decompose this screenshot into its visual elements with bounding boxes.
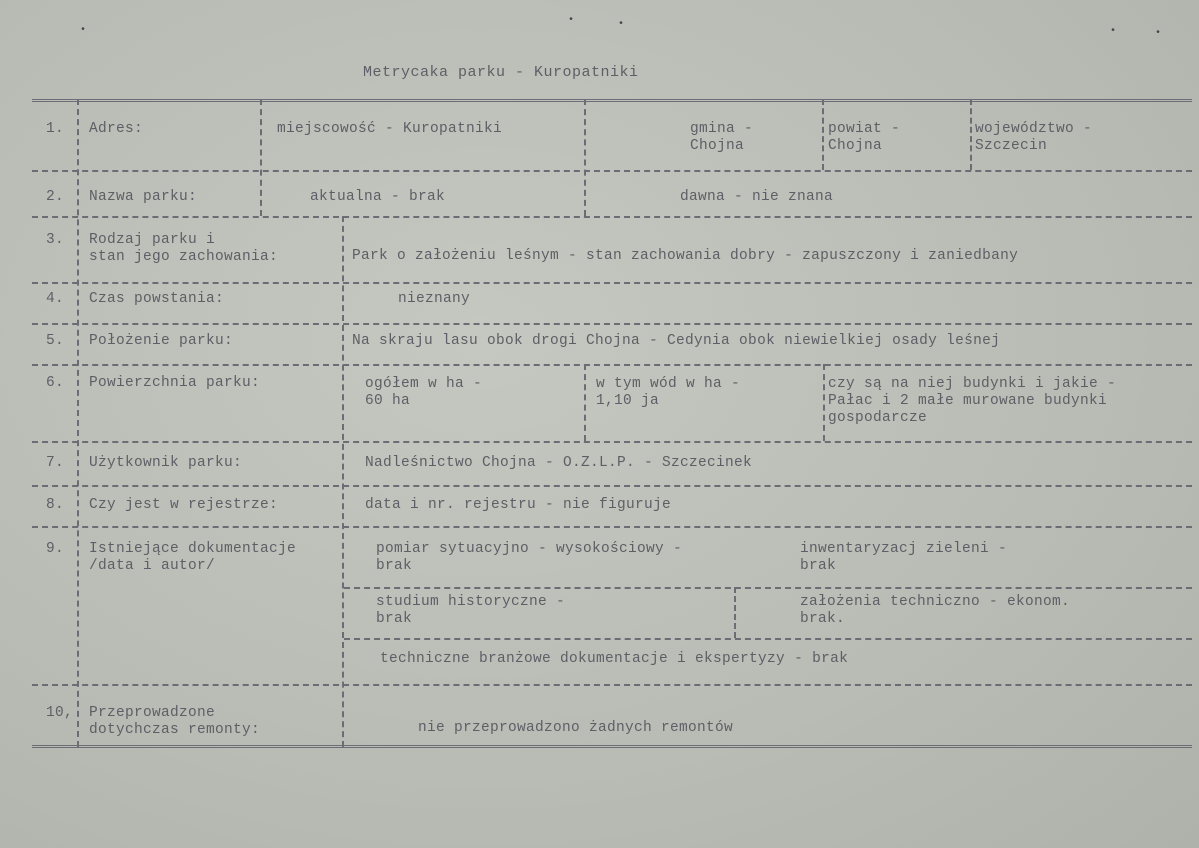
cell-location: Na skraju lasu obok drogi Chojna - Cedynia obok niewielkiej osady leśnej	[352, 333, 1001, 349]
cell-total-area: ogółem w ha - 60 ha	[365, 376, 483, 409]
scan-speck: •	[80, 25, 87, 36]
row-label: Adres:	[89, 121, 144, 137]
row-number: 10,	[46, 705, 74, 721]
column-divider	[970, 99, 972, 170]
cell-water-area: w tym wód w ha - 1,10 ja	[596, 376, 741, 409]
row-divider	[32, 485, 1192, 487]
row-label: Przeprowadzone dotychczas remonty:	[89, 705, 261, 738]
row-number: 7.	[46, 455, 65, 471]
document-title: Metrycaka parku - Kuropatniki	[363, 64, 639, 81]
cell-current-name: aktualna - brak	[310, 189, 446, 205]
row-label: Powierzchnia parku:	[89, 375, 261, 391]
row-number: 8.	[46, 497, 65, 513]
row-number: 3.	[46, 232, 65, 248]
row-divider	[32, 323, 1192, 325]
column-divider	[260, 99, 262, 216]
cell-buildings: czy są na niej budynki i jakie - Pałac i 2 małe murowane budynki gospodarcze	[828, 376, 1117, 426]
cell-former-name: dawna - nie znana	[680, 189, 834, 205]
column-divider	[342, 216, 344, 747]
row-label: Czas powstania:	[89, 291, 225, 307]
row-divider	[32, 170, 1192, 172]
row-label: Położenie parku:	[89, 333, 234, 349]
column-divider	[734, 587, 736, 638]
scan-speck: •	[568, 15, 575, 26]
column-divider	[584, 364, 586, 441]
row-label: Czy jest w rejestrze:	[89, 497, 279, 513]
row-number: 5.	[46, 333, 65, 349]
row-number: 9.	[46, 541, 65, 557]
cell-technical-economic: założenia techniczno - ekonom. brak.	[800, 594, 1071, 627]
cell-user: Nadleśnictwo Chojna - O.Z.L.P. - Szczecinek	[365, 455, 753, 471]
row-label: Użytkownik parku:	[89, 455, 243, 471]
cell-origin-date: nieznany	[398, 291, 471, 307]
row-divider	[344, 587, 1192, 589]
scan-speck: •	[1110, 26, 1117, 37]
row-divider	[32, 282, 1192, 284]
cell-expertise: techniczne branżowe dokumentacje i ekspertyzy - brak	[380, 651, 849, 667]
column-divider	[77, 99, 79, 747]
cell-historical-study: studium historyczne - brak	[376, 594, 566, 627]
scan-speck: •	[618, 19, 625, 30]
row-divider	[32, 684, 1192, 686]
row-divider	[32, 526, 1192, 528]
cell-register: data i nr. rejestru - nie figuruje	[365, 497, 672, 513]
scan-speck: •	[1155, 28, 1162, 39]
row-label: Nazwa parku:	[89, 189, 198, 205]
row-number: 1.	[46, 121, 65, 137]
row-label: Rodzaj parku i stan jego zachowania:	[89, 232, 279, 265]
cell-greenery-inventory: inwentaryzacj zieleni - brak	[800, 541, 1008, 574]
row-divider	[344, 638, 1192, 640]
row-label: Istniejące dokumentacje /data i autor/	[89, 541, 297, 574]
column-divider	[584, 99, 586, 216]
table-bottom-border	[32, 745, 1192, 748]
cell-renovations: nie przeprowadzono żadnych remontów	[418, 720, 734, 736]
table-top-border	[32, 99, 1192, 102]
row-divider	[32, 216, 1192, 218]
cell-survey: pomiar sytuacyjno - wysokościowy - brak	[376, 541, 683, 574]
cell-county: powiat - Chojna	[828, 121, 901, 154]
row-divider	[32, 364, 1192, 366]
cell-voivodeship: województwo - Szczecin	[975, 121, 1093, 154]
row-number: 2.	[46, 189, 65, 205]
column-divider	[822, 99, 824, 170]
cell-commune: gmina - Chojna	[690, 121, 754, 154]
cell-locality: miejscowość - Kuropatniki	[277, 121, 503, 137]
row-divider	[32, 441, 1192, 443]
row-number: 4.	[46, 291, 65, 307]
cell-park-type: Park o założeniu leśnym - stan zachowania dobry - zapuszczony i zaniedbany	[352, 248, 1019, 264]
column-divider	[823, 364, 825, 441]
row-number: 6.	[46, 375, 65, 391]
